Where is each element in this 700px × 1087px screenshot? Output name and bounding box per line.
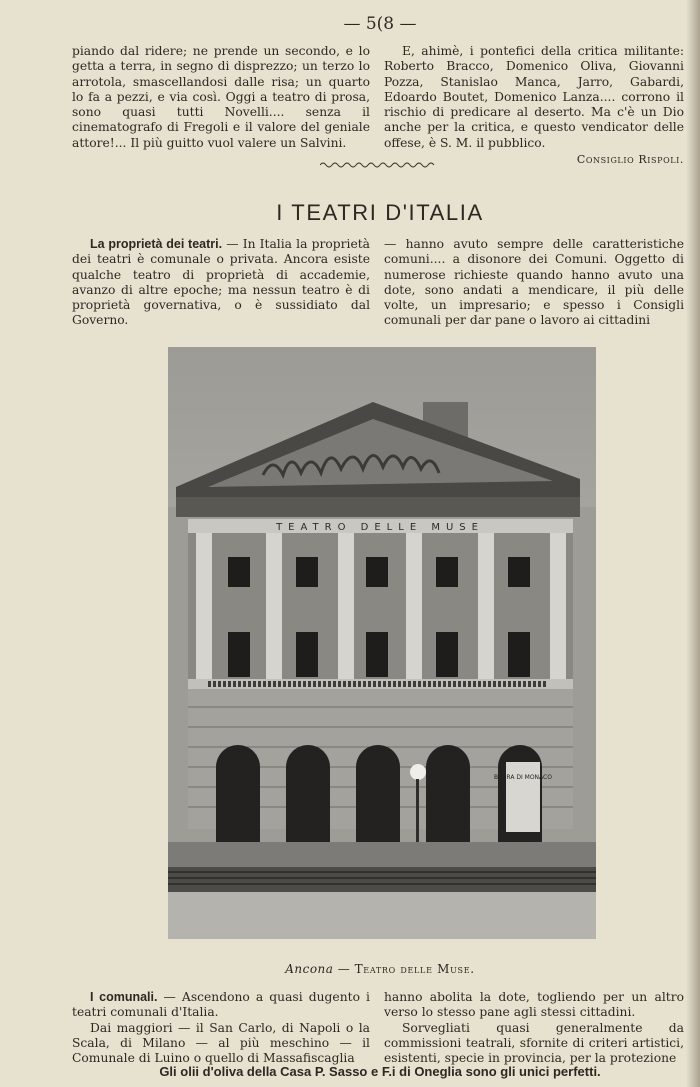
facade-inscription: TEATRO DELLE MUSE [276,522,484,533]
teatro-delle-muse-illustration [168,347,596,939]
poster-text: BARRA DI MONACO [494,774,552,781]
middle-left-column [72,237,370,329]
author-signature: Consiglio Rispoli. [576,153,684,167]
middle-right-paragraph: — hanno avuto sempre delle caratteristiche comuni.... a disonore dei Comuni. Oggetto di numerose richieste quando hanno avuto una dote, sono andati a mendicare, il più delle volte, un impresario; e spesso i Consigli comunali per dar pane o lavoro ai cittadini [384,237,684,328]
top-right-column [384,44,684,167]
bottom-left-column [72,990,370,1066]
property-heading: La proprietà dei teatri. [90,237,223,251]
section-title: I TEATRI D'ITALIA [276,200,484,225]
communal-paragraph-1 [72,990,370,1021]
ornamental-divider [320,160,436,170]
top-right-paragraph: E, ahimè, i pontefici della critica militante: Roberto Bracco, Domenico Oliva, Giovanni Pozza, Stanislao Manca, Jarro, Gabardi, Edoardo Boutet, Domenico Lanza.... corrono il rischio di predicare al deserto. Ma c'è un Dio anche per la critica, e questo vendicator delle offese, è S. M. il pubblico. [384,44,684,150]
bottom-right-paragraph-1: hanno abolita la dote, togliendo per un altro verso lo stesso pane agli stessi cittadini. [384,990,684,1020]
bottom-right-column [384,990,684,1066]
communal-text-1: — Ascendono a quasi dugento i teatri comunali d'Italia. [72,990,370,1020]
communal-paragraph-2: Dai maggiori — il San Carlo, di Napoli o la Scala, di Milano — al più meschino — il Comunale di Luino o quello di Massafiscaglia [72,1020,370,1066]
middle-left-paragraph [72,237,370,329]
caption-theatre-name: Teatro delle Muse. [354,962,475,976]
caption-dash: — [333,962,355,976]
middle-right-column [384,237,684,329]
caption-city: Ancona [285,962,334,976]
advertisement-line: Gli olii d'oliva della Casa P. Sasso e F.i di Oneglia sono gli unici perfetti. [159,1064,601,1079]
bottom-right-paragraph-2: Sorvegliati quasi generalmente da commissioni teatrali, sfornite di criteri artistici, esistenti, specie in provincia, per la protezione [384,1020,684,1066]
page-edge-shadow [686,0,700,1087]
photo-caption [0,962,700,976]
communal-heading: I comunali. [90,990,158,1004]
top-left-paragraph: piando dal ridere; ne prende un secondo, e lo getta a terra, in segno di disprezzo; un terzo lo arrotola, smascellandosi dalle risa; un quarto lo fa a pezzi, e via così. Oggi a teatro di prosa, sono quasi tutti Novelli.... senza il cinematografo di Fregoli e il valore del geniale attore!... Il più guitto vuol valere un Salvini. [72,44,370,150]
theatre-poster [506,762,540,832]
page-number: — 5(8 — [343,14,417,34]
property-text: — In Italia la proprietà dei teatri è comunale o privata. Ancora esiste qualche teatro di proprietà di accademie, avanzo di altre epoche; ma nessun teatro è di proprietà governativa, o è sussidiato dal Governo. [72,237,370,328]
top-left-column [72,44,370,151]
theatre-photograph [168,347,596,939]
